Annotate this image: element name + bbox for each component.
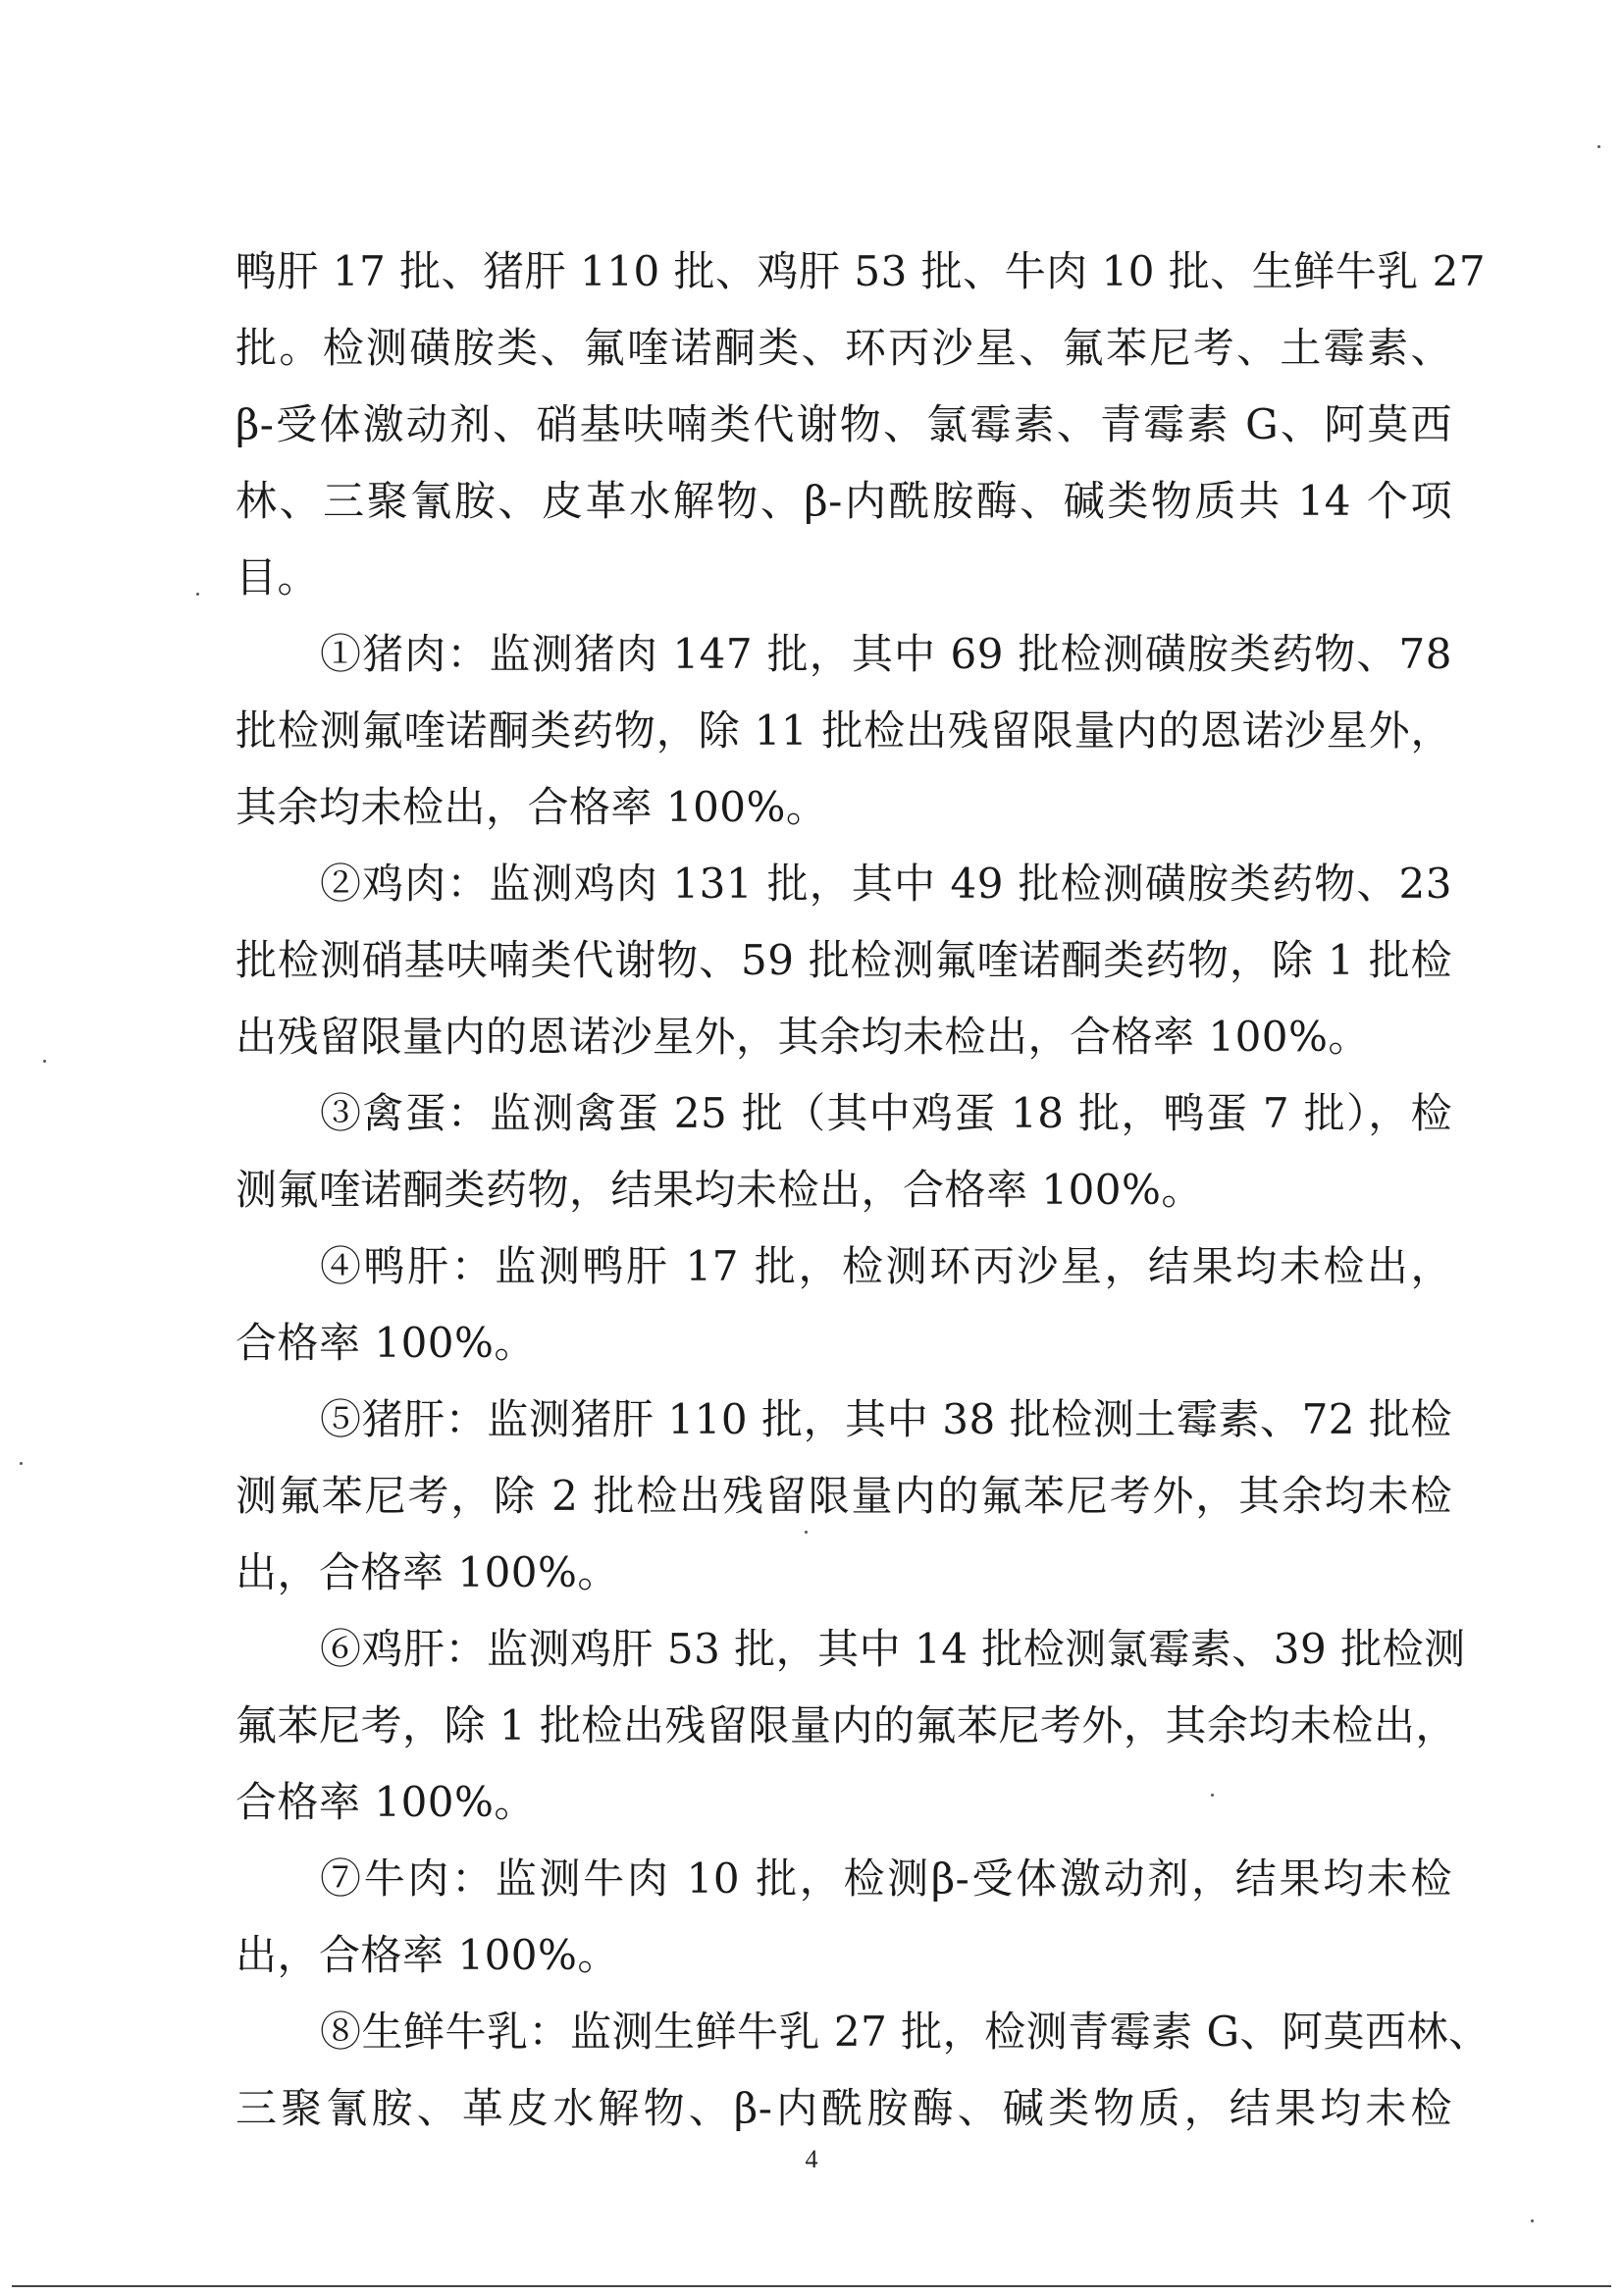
body-text-line: 合格率 100%。 [236,1778,536,1826]
scan-speck [43,1060,46,1063]
body-text-line: 批检测氟喹诺酮类药物，除 11 批检出残留限量内的恩诺沙星外， [236,706,1452,755]
scan-speck [20,1462,23,1465]
paragraph-raw-milk-first-line: ⑧生鲜牛乳：监测生鲜牛乳 27 批，检测青霉素 G、阿莫西林、 [320,2008,1491,2056]
paragraph-beef-first-line: ⑦牛肉：监测牛肉 10 批，检测β-受体激动剂，结果均未检 [320,1854,1452,1903]
body-text-line: 出，合格率 100%。 [236,1548,619,1596]
body-text-line: β-受体激动剂、硝基呋喃类代谢物、氯霉素、青霉素 G、阿莫西 [236,400,1452,448]
body-text-line: 目。 [236,553,320,601]
scan-bottom-edge-rule [12,2285,1611,2287]
scan-speck [196,593,199,596]
body-text-line: 鸭肝 17 批、猪肝 110 批、鸡肝 53 批、牛肉 10 批、生鲜牛乳 27 [236,247,1487,295]
paragraph-pork-liver-first-line: ⑤猪肝：监测猪肝 110 批，其中 38 批检测土霉素、72 批检 [320,1395,1452,1443]
body-text-line: 测氟苯尼考，除 2 批检出残留限量内的氟苯尼考外，其余均未检 [236,1472,1452,1520]
body-text-line: 批检测硝基呋喃类代谢物、59 批检测氟喹诺酮类药物，除 1 批检 [236,936,1452,984]
paragraph-eggs-first-line: ③禽蛋：监测禽蛋 25 批（其中鸡蛋 18 批，鸭蛋 7 批），检 [320,1089,1452,1137]
body-text-line: 出残留限量内的恩诺沙星外，其余均未检出，合格率 100%。 [236,1013,1370,1061]
body-text-line: 林、三聚氰胺、皮革水解物、β-内酰胺酶、碱类物质共 14 个项 [236,477,1452,525]
paragraph-chicken-liver-first-line: ⑥鸡肝：监测鸡肝 53 批，其中 14 批检测氯霉素、39 批检测 [320,1625,1466,1673]
scan-speck [1531,2219,1534,2222]
body-text-line: 其余均未检出，合格率 100%。 [236,783,828,831]
paragraph-chicken-first-line: ②鸡肉：监测鸡肉 131 批，其中 49 批检测磺胺类药物、23 [320,860,1452,908]
body-text-line: 批。检测磺胺类、氟喹诺酮类、环丙沙星、氟苯尼考、土霉素、 [236,324,1452,372]
paragraph-pork-first-line: ①猪肉：监测猪肉 147 批，其中 69 批检测磺胺类药物、78 [320,630,1452,678]
body-text-line: 氟苯尼考，除 1 批检出残留限量内的氟苯尼考外，其余均未检出， [236,1701,1457,1749]
body-text-line: 出，合格率 100%。 [236,1931,619,1979]
body-text-line: 合格率 100%。 [236,1319,536,1367]
paragraph-duck-liver-first-line: ④鸭肝：监测鸭肝 17 批，检测环丙沙星，结果均未检出， [320,1242,1452,1290]
page-number: 4 [805,2145,818,2173]
scan-speck [805,1531,808,1534]
body-text-line: 三聚氰胺、革皮水解物、β-内酰胺酶、碱类物质，结果均未检 [236,2084,1452,2132]
scan-speck [1597,145,1600,148]
body-text-line: 测氟喹诺酮类药物，结果均未检出，合格率 100%。 [236,1166,1203,1214]
scan-speck [1211,1794,1214,1797]
